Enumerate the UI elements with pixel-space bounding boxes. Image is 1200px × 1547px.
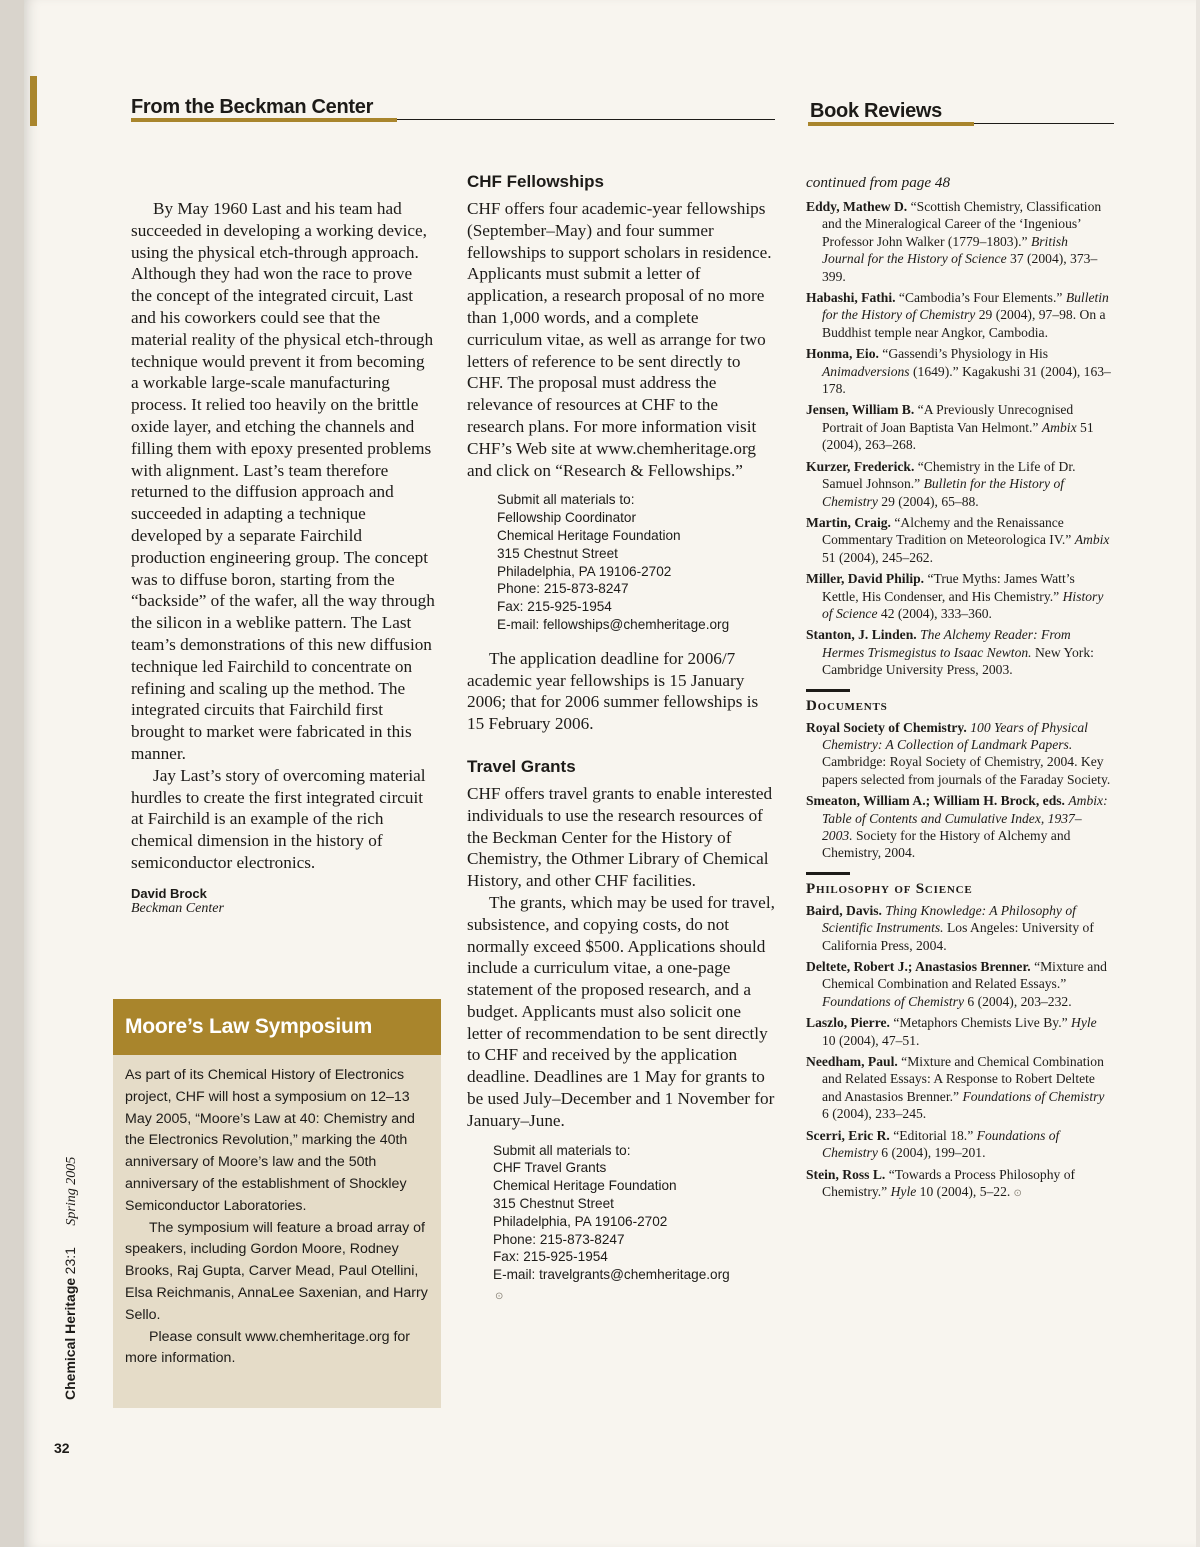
reference-publication: Ambix [1074, 532, 1110, 548]
section-title-beckman: From the Beckman Center [131, 96, 374, 118]
reference-entry [806, 1127, 1112, 1162]
reference-author: Miller, David Philip. [806, 571, 925, 587]
reference-entry [806, 626, 1112, 678]
reference-title: “True Myths: James Watt’s Kettle, His Condenser, and His Chemistry.” [822, 571, 1075, 604]
reference-citation: 51 (2004), 263–268. [822, 419, 1094, 453]
category-heading-philosophy: Philosophy of Science [806, 880, 973, 897]
address-line: Fax: 215-925-1954 [493, 1249, 608, 1265]
reference-author: Habashi, Fathi. [806, 290, 896, 306]
category-rule [806, 872, 850, 875]
reference-publication: Animadversions [822, 363, 910, 379]
reference-entry [806, 1166, 1112, 1203]
section-rule [974, 123, 1114, 124]
reference-entry [806, 514, 1112, 566]
reference-publication: 100 Years of Physical Chemistry: A Collection of Landmark Papers. [822, 719, 1088, 752]
reference-title: “Scottish Chemistry, Classification and the Mineralogical Career of the ‘Ingenious’ Professor John Walker (1779–1803).” [822, 199, 1102, 249]
reference-publication: Ambix [1041, 419, 1077, 435]
sidebar-paragraph: As part of its Chemical History of Electronics project, CHF will host a symposium on 12–13 May 2005, “Moore’s Law at 40: Chemistry and the Electronics Revolution,” marking the 40th anniversary of Moore’s law and the 50th anniversary of the establishment of Shockley Semiconductor Laboratories. [125, 1067, 415, 1214]
article-paragraph: Jay Last’s story of overcoming material hurdles to create the first integrated circuit at Fairchild is an example of the rich chemical dimension in the history of semiconductor electronics. [131, 765, 426, 872]
sidebar-paragraph: The symposium will feature a broad array of speakers, including Gordon Moore, Rodney Brooks, Raj Gupta, Carver Mead, Paul Otellini, Elsa Reichmanis, AnnaLee Saxenian, and Harry Sello. [125, 1219, 428, 1323]
reference-author: Deltete, Robert J.; Anastasios Brenner. [806, 959, 1031, 975]
address-line: 315 Chestnut Street [497, 545, 618, 561]
address-line: Philadelphia, PA 19106-2702 [493, 1213, 668, 1229]
reference-publication: Hyle [890, 1183, 917, 1199]
reference-citation: 29 (2004), 65–88. [881, 493, 979, 509]
sidebar-title: Moore’s Law Symposium [113, 999, 441, 1055]
reference-author: Royal Society of Chemistry. [806, 719, 967, 735]
travel-grants-heading: Travel Grants [467, 756, 576, 776]
address-line: Phone: 215-873-8247 [493, 1231, 625, 1247]
address-line: Fax: 215-925-1954 [497, 599, 612, 615]
article-author-org: Beckman Center [131, 900, 224, 916]
page-number: 32 [54, 1440, 70, 1456]
gold-tab-marker [30, 76, 37, 126]
reference-citation: 6 (2004), 203–232. [967, 993, 1072, 1009]
reference-entry [806, 1053, 1112, 1123]
address-line: Fellowship Coordinator [497, 510, 637, 526]
announcements-column [467, 172, 775, 1304]
reference-author: Martin, Craig. [806, 514, 891, 530]
reference-author: Jensen, William B. [806, 402, 915, 418]
continued-note: continued from page 48 [806, 174, 951, 191]
reference-publication: Bulletin for the History of Chemistry [822, 476, 1065, 509]
reference-title: “Mixture and Chemical Combination and Related Essays: A Response to Robert Deltete and Anastasios Brenner.” [822, 1054, 1104, 1104]
reference-list [806, 719, 1112, 862]
reference-entry [806, 289, 1112, 341]
address-line: Submit all materials to: [497, 492, 635, 508]
reference-publication: Thing Knowledge: A Philosophy of Scientific Instruments. [822, 902, 1076, 936]
reference-citation: 42 (2004), 333–360. [880, 605, 992, 621]
reference-citation: Cambridge: Royal Society of Chemistry, 2004. Key papers selected from journals of the Faraday Society. [822, 754, 1111, 787]
fellowships-deadline: The application deadline for 2006/7 academic year fellowships is 15 January 2006; that for 2006 summer fellowships is 15 February 2006. [467, 648, 759, 734]
reference-title: “A Previously Unrecognised Portrait of Joan Baptista Van Helmont.” [822, 402, 1074, 435]
section-gold-underline [808, 122, 974, 126]
issue-footer [62, 1157, 80, 1400]
reference-citation: 51 (2004), 245–262. [822, 549, 934, 565]
reference-author: Laszlo, Pierre. [806, 1015, 890, 1031]
reference-entry [806, 719, 1112, 789]
reference-title: “Chemistry in the Life of Dr. Samuel Johnson.” [822, 458, 1076, 492]
address-line: E-mail: fellowships@chemheritage.org [497, 616, 730, 632]
reference-entry [806, 198, 1112, 285]
reference-author: Eddy, Mathew D. [806, 199, 908, 214]
reference-title: “Metaphors Chemists Live By.” [893, 1015, 1068, 1031]
reference-publication: Bulletin for the History of Chemistry [822, 290, 1109, 323]
reference-author: Needham, Paul. [806, 1054, 898, 1070]
reference-citation: (1649).” Kagakushi 31 (2004), 163–178. [822, 363, 1111, 397]
reference-publication: Ambix: Table of Contents and Cumulative Index, 1937–2003. [822, 793, 1108, 843]
magazine-name: Chemical Heritage [62, 1277, 78, 1400]
category-rule [806, 689, 850, 692]
reference-list [806, 902, 1112, 1203]
article-author: David Brock [131, 885, 207, 901]
reference-author: Honma, Eio. [806, 346, 879, 362]
reference-entry [806, 1014, 1112, 1049]
address-line: Chemical Heritage Foundation [493, 1178, 677, 1194]
reference-entry [806, 958, 1112, 1010]
reference-publication: Foundations of Chemistry [822, 1127, 1060, 1161]
travel-grants-paragraph: CHF offers travel grants to enable interested individuals to use the research resources of the Beckman Center for the History of Chemistry, the Othmer Library of Chemical History, and other CHF facilities. [467, 783, 773, 891]
address-line: E-mail: travelgrants@chemheritage.org [493, 1267, 730, 1283]
reference-list [806, 198, 1112, 679]
reference-title: “Cambodia’s Four Elements.” [898, 290, 1063, 306]
reference-author: Kurzer, Frederick. [806, 458, 915, 474]
address-line: 315 Chestnut Street [493, 1196, 614, 1212]
category-heading-documents: Documents [806, 697, 888, 714]
section-title-book-reviews: Book Reviews [810, 100, 943, 122]
article-paragraph: By May 1960 Last and his team had succeeded in developing a working device, using the physical etch-through approach. Although they had won the race to prove the concept of the integrated circuit, Last and his coworkers could see that the material reality of the physical etch-through technique would prevent it from becoming a workable large-scale manufacturing process. It relied too heavily on the brittle oxide layer, and etching the channels and filling them with epoxy presented problems with alignment. Last’s team therefore returned to the diffusion approach and succeeded in adapting a technique developed by a separate Fairchild production engineering group. The concept was to diffuse boron, starting from the “backside” of the wafer, all the way through the silicon in a weblike pattern. The Last team’s demonstrations of this new diffusion technique led Fairchild to concentrate on refining and scaling up the method. The integrated circuits that Fairchild first brought to market were fabricated in this manner. [131, 199, 435, 763]
reference-author: Baird, Davis. [806, 902, 882, 918]
reference-author: Stanton, J. Linden. [806, 627, 917, 643]
symposium-sidebar [113, 999, 441, 1408]
book-reviews-column [806, 174, 1112, 1206]
end-of-article-icon: ⊙ [495, 1291, 504, 1303]
address-line: CHF Travel Grants [493, 1160, 607, 1176]
reference-citation: Los Angeles: University of California Press, 2004. [822, 920, 1094, 953]
reference-entry [806, 401, 1112, 453]
address-line: Philadelphia, PA 19106-2702 [497, 563, 672, 579]
reference-author: Scerri, Eric R. [806, 1127, 890, 1143]
address-line: Chemical Heritage Foundation [497, 527, 681, 543]
reference-citation: 6 (2004), 199–201. [881, 1145, 986, 1161]
reference-publication: History of Science [822, 588, 1104, 621]
reference-entry [806, 458, 1112, 510]
reference-publication: The Alchemy Reader: From Hermes Trismegistus to Isaac Newton. [822, 627, 1071, 660]
page-gutter [0, 0, 24, 1547]
reference-citation: New York: Cambridge University Press, 2003. [822, 644, 1094, 678]
reference-publication: British Journal for the History of Science [822, 233, 1068, 267]
reference-publication: Foundations of Chemistry [962, 1088, 1105, 1104]
issue-season: Spring 2005 [64, 1156, 79, 1226]
reference-citation: 10 (2004), 5–22. [919, 1183, 1011, 1199]
article-column [131, 198, 435, 917]
reference-title: “Mixture and Chemical Combination and Related Essays.” [822, 959, 1107, 992]
reference-entry [806, 792, 1112, 862]
reference-title: “Alchemy and the Renaissance Commentary Tradition on Meteorologica IV.” [822, 514, 1072, 548]
issue-number: 23:1 [62, 1247, 78, 1275]
reference-citation: 37 (2004), 373–399. [822, 251, 1098, 284]
section-rule [397, 119, 775, 120]
section-gold-underline [131, 118, 397, 122]
reference-author: Stein, Ross L. [806, 1166, 886, 1182]
address-line: Submit all materials to: [493, 1142, 631, 1158]
reference-publication: Hyle [1071, 1015, 1097, 1031]
reference-entry [806, 345, 1112, 397]
reference-citation: 29 (2004), 97–98. On a Buddhist temple near Angkor, Cambodia. [822, 307, 1106, 340]
fellowships-body: CHF offers four academic-year fellowships (September–May) and four summer fellowships to support scholars in residence. Applicants must submit a letter of application, a research proposal of no more than 1,000 words, and a complete curriculum vitae, as well as arrange for two letters of reference to be sent directly to CHF. The proposal must address the relevance of resources at CHF to the research plans. For more information visit CHF’s Web site at www.chemheritage.org and click on “Research & Fellowships.” [467, 199, 772, 480]
reference-citation: 6 (2004), 233–245. [822, 1106, 927, 1122]
travel-grants-address [467, 1142, 775, 1284]
reference-title: “Editorial 18.” [893, 1127, 974, 1143]
reference-publication: Foundations of Chemistry [822, 993, 964, 1009]
reference-citation: Society for the History of Alchemy and Chemistry, 2004. [822, 828, 1071, 861]
end-of-article-icon: ⊙ [1010, 1187, 1022, 1199]
reference-title: “Towards a Process Philosophy of Chemistry.” [822, 1166, 1076, 1199]
address-line: Phone: 215-873-8247 [497, 581, 629, 597]
reference-entry [806, 902, 1112, 954]
sidebar-paragraph: Please consult www.chemheritage.org for more information. [125, 1328, 411, 1367]
reference-title: “Gassendi’s Physiology in His [882, 346, 1049, 362]
fellowships-address [467, 491, 775, 633]
reference-entry [806, 570, 1112, 622]
reference-citation: 10 (2004), 47–51. [822, 1032, 920, 1048]
travel-grants-paragraph: The grants, which may be used for travel, subsistence, and copying costs, do not normally exceed $500. Applications should include a curriculum vitae, a one-page statement of the proposed research, and a budget. Applicants must also solicit one letter of recommendation to be sent directly to CHF and received by the application deadline. Deadlines are 1 May for grants to be used July–December and 1 November for January–June. [467, 892, 775, 1130]
fellowships-heading: CHF Fellowships [467, 172, 604, 191]
reference-author: Smeaton, William A.; William H. Brock, eds. [806, 793, 1065, 809]
